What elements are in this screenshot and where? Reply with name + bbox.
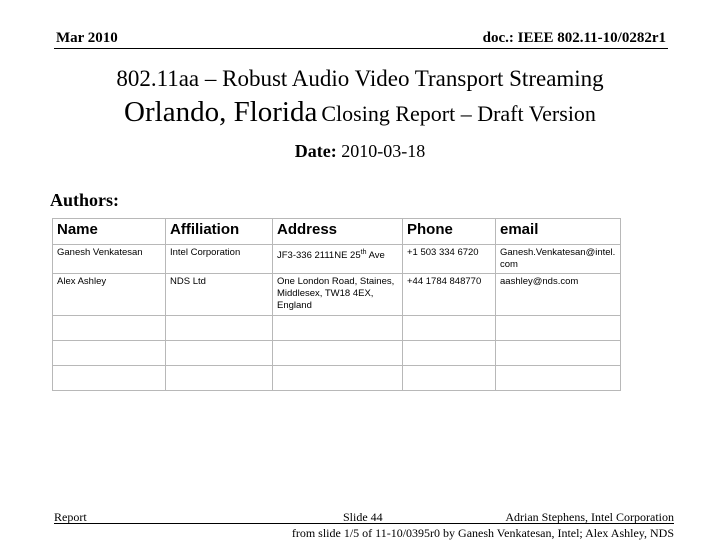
cell-name: Ganesh Venkatesan: [53, 245, 166, 274]
address-superscript: th: [360, 249, 367, 256]
cell-empty: [403, 341, 496, 366]
cell-empty: [166, 366, 273, 391]
cell-empty: [403, 366, 496, 391]
address-text: JF3-336 2111NE 25: [277, 250, 361, 262]
cell-empty: [273, 366, 403, 391]
cell-address: One London Road, Staines, Middlesex, TW18 4EX, England: [273, 274, 403, 316]
header-date: Mar 2010: [56, 30, 118, 46]
col-header-phone: Phone: [403, 219, 496, 245]
table-row-empty: [53, 366, 621, 391]
date-value: 2010-03-18: [341, 141, 426, 161]
header-doc-id: doc.: IEEE 802.11-10/0282r1: [482, 30, 666, 46]
cell-empty: [53, 366, 166, 391]
cell-empty: [166, 316, 273, 341]
date-line: [0, 141, 720, 162]
col-header-name: Name: [53, 219, 166, 245]
cell-affiliation: Intel Corporation: [166, 245, 273, 274]
date-label: Date:: [294, 141, 337, 161]
table-row-empty: [53, 316, 621, 341]
cell-address: [273, 245, 403, 274]
cell-empty: [53, 341, 166, 366]
footer-source-note: from slide 1/5 of 11-10/0395r0 by Ganesh Venkatesan, Intel; Alex Ashley, NDS: [291, 526, 674, 540]
cell-empty: [496, 341, 621, 366]
cell-email: Ganesh.Venkatesan@intel.com: [496, 245, 621, 274]
footer-divider: [54, 523, 674, 524]
table-row-empty: [53, 341, 621, 366]
cell-name: Alex Ashley: [53, 274, 166, 316]
table-row: [53, 274, 621, 316]
subtitle-report: Closing Report – Draft Version: [321, 101, 596, 126]
cell-email: aashley@nds.com: [496, 274, 621, 316]
cell-empty: [166, 341, 273, 366]
footer-author: Adrian Stephens, Intel Corporation: [505, 510, 674, 524]
cell-affiliation: NDS Ltd: [166, 274, 273, 316]
cell-empty: [273, 341, 403, 366]
authors-heading: Authors:: [50, 190, 120, 210]
authors-table: [52, 218, 621, 391]
cell-empty: [496, 366, 621, 391]
cell-empty: [273, 316, 403, 341]
cell-phone: +44 1784 848770: [403, 274, 496, 316]
table-header-row: [53, 219, 621, 245]
slide-title: 802.11aa – Robust Audio Video Transport Streaming: [116, 66, 604, 91]
cell-empty: [53, 316, 166, 341]
footer-slide-number: Slide 44: [343, 510, 383, 524]
cell-empty: [496, 316, 621, 341]
address-tail: Ave: [366, 250, 385, 262]
cell-empty: [403, 316, 496, 341]
footer-report: Report: [54, 510, 87, 524]
col-header-affiliation: Affiliation: [166, 219, 273, 245]
header-divider: [54, 48, 668, 49]
slide-subtitle: [0, 96, 720, 129]
col-header-address: Address: [273, 219, 403, 245]
cell-phone: +1 503 334 6720: [403, 245, 496, 274]
col-header-email: email: [496, 219, 621, 245]
subtitle-location: Orlando, Florida: [124, 96, 318, 128]
table-row: [53, 245, 621, 274]
